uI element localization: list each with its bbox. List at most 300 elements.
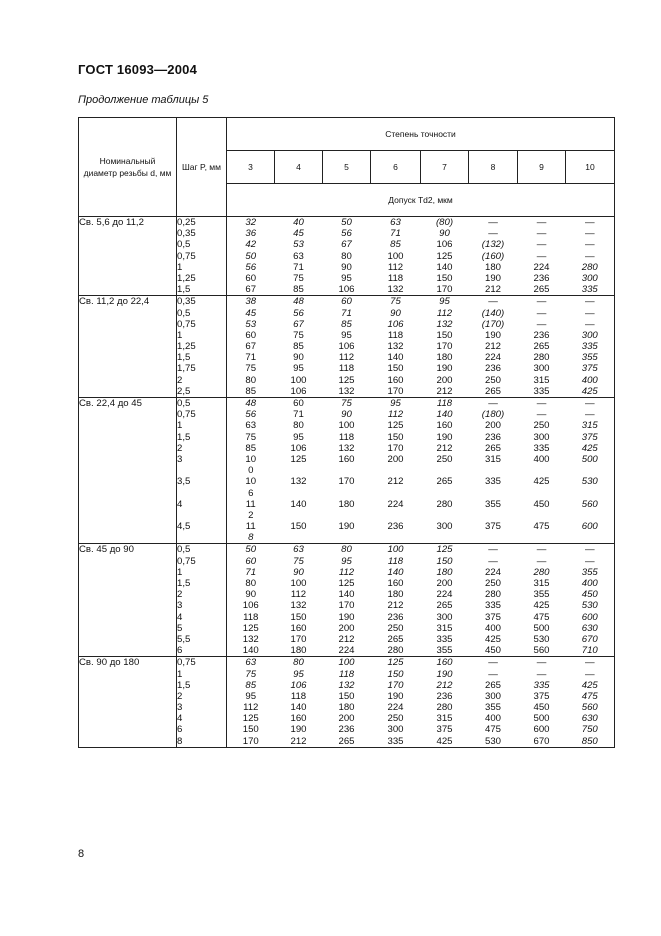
- pitch-value: 0,5: [177, 307, 191, 319]
- tolerance-value: 75: [293, 272, 304, 284]
- tolerance-value: 560: [581, 702, 598, 714]
- tolerance-column-grade-3: [227, 657, 275, 748]
- tolerance-value: 224: [533, 261, 550, 273]
- tolerance-value: 160: [290, 622, 307, 634]
- tolerance-value: 280: [484, 589, 501, 601]
- tolerance-value: [518, 488, 566, 499]
- tolerance-value: 280: [533, 352, 550, 364]
- tolerance-value: 118: [290, 690, 307, 702]
- tolerance-value: 118: [387, 555, 404, 567]
- diameter-range-label: Св. 90 до 180: [79, 657, 140, 669]
- tolerance-value: [371, 510, 421, 521]
- grade-number-cell: 7: [421, 151, 469, 184]
- tolerance-value: —: [536, 228, 547, 240]
- pitch-value: 1: [177, 261, 183, 273]
- tolerance-value: 71: [341, 307, 352, 319]
- tolerance-column-grade-5: [323, 398, 371, 544]
- tolerance-value: 180: [338, 702, 355, 714]
- tolerance-value: 150: [387, 668, 404, 680]
- diameter-group-row: [79, 657, 615, 748]
- tolerance-value: [421, 532, 469, 543]
- tolerance-value: 180: [290, 645, 307, 657]
- tolerance-column-grade-8: [469, 217, 518, 296]
- tolerance-value: 250: [484, 374, 501, 386]
- tolerance-value: —: [584, 555, 595, 567]
- pitch-value: 1,5: [177, 578, 191, 589]
- tolerance-value: 224: [484, 566, 501, 578]
- tolerance-value: 150: [290, 521, 307, 533]
- tolerance-value: 212: [338, 633, 355, 645]
- tolerance-value: 56: [245, 261, 257, 273]
- tolerance-value: —: [584, 398, 595, 409]
- tolerance-value: 375: [436, 724, 453, 736]
- tolerance-column-grade-8: [469, 398, 518, 544]
- pitch-value: 5: [177, 622, 183, 634]
- tolerance-value: 450: [581, 589, 598, 601]
- tolerance-value: 112: [338, 566, 355, 578]
- tolerance-value: 212: [436, 442, 453, 454]
- tolerance-value: 190: [290, 724, 307, 736]
- tolerance-value: (180): [481, 409, 505, 421]
- tolerance-value: 150: [436, 272, 453, 284]
- tolerance-value: 85: [245, 385, 257, 397]
- tolerance-value: 400: [581, 374, 598, 386]
- tolerance-value: 224: [436, 589, 453, 601]
- tolerance-value: 75: [293, 329, 304, 341]
- pitch-value: 1,25: [177, 272, 196, 284]
- tolerance-value: 200: [436, 374, 453, 386]
- tolerance-value: 170: [387, 679, 404, 691]
- tolerance-value: 85: [293, 341, 304, 353]
- tolerance-value: 132: [290, 476, 307, 488]
- tolerance-value: —: [536, 217, 547, 228]
- page-number: 8: [78, 848, 85, 860]
- table-header: [79, 118, 615, 217]
- tolerance-value: 630: [581, 713, 598, 725]
- diameter-range-label: Св. 5,6 до 11,2: [79, 217, 144, 228]
- tolerance-value: —: [584, 318, 595, 330]
- tolerance-column-grade-6: [371, 398, 421, 544]
- tolerance-value: 140: [290, 498, 307, 510]
- tolerance-value: 60: [293, 398, 304, 409]
- tolerance-value: 67: [245, 341, 257, 353]
- tolerance-value: 500: [581, 453, 598, 465]
- tolerance-value: 200: [338, 622, 355, 634]
- pitch-value: 0,35: [177, 228, 196, 240]
- diameter-header-label: Номинальный диаметр резьбы d, мм: [83, 156, 172, 178]
- tolerance-column-grade-8: [469, 296, 518, 398]
- pitch-value: 3: [177, 600, 183, 612]
- tolerance-value: —: [488, 398, 498, 409]
- tolerance-value: 75: [245, 363, 257, 375]
- tolerance-value: 236: [533, 329, 550, 341]
- tolerance-value: 475: [484, 724, 501, 736]
- tolerance-value: [323, 465, 371, 476]
- tolerance-column-grade-10: [566, 296, 615, 398]
- tolerance-value: 132: [290, 600, 307, 612]
- tolerance-value: 265: [533, 341, 550, 353]
- tolerance-value: —: [584, 544, 595, 556]
- tolerance-column-grade-9: [518, 217, 566, 296]
- tolerance-value: 75: [341, 398, 352, 409]
- tolerance-value: 190: [484, 329, 501, 341]
- tolerance-value: 530: [581, 476, 598, 488]
- tolerance-value: 190: [436, 431, 453, 443]
- tolerance-value: 850: [581, 735, 598, 747]
- tolerance-value: 60: [245, 272, 257, 284]
- tolerance-value: 236: [484, 431, 501, 443]
- tolerance-value: [518, 465, 566, 476]
- tolerance-value: 67: [245, 284, 257, 296]
- pitch-value: 3,5: [177, 476, 191, 488]
- tolerance-value: 95: [245, 690, 257, 702]
- tolerance-value: 335: [484, 600, 501, 612]
- tolerance-value: 335: [581, 284, 598, 296]
- tolerance-value: 236: [533, 272, 550, 284]
- tolerance-value: 300: [533, 431, 550, 443]
- tolerance-value: 475: [533, 611, 550, 623]
- table-continuation-caption: Продолжение таблицы 5: [78, 94, 209, 106]
- tolerance-value: 71: [245, 566, 257, 578]
- tolerance-value: 160: [436, 657, 453, 669]
- tolerance-value: [421, 510, 469, 521]
- tolerance-value: 224: [387, 702, 404, 714]
- tolerance-value: [371, 488, 421, 499]
- tolerance-value: 236: [484, 363, 501, 375]
- pitch-list-cell: [177, 217, 227, 296]
- tolerance-value: 132: [387, 341, 404, 353]
- tolerance-value: 355: [581, 566, 598, 578]
- tolerance-value: 265: [338, 735, 355, 747]
- tolerance-value: 425: [533, 600, 550, 612]
- tolerance-value: 160: [338, 453, 355, 465]
- tolerance-value: 375: [581, 431, 598, 443]
- pitch-list-cell: [177, 657, 227, 748]
- tolerance-value: —: [584, 657, 595, 669]
- tolerance-column-grade-5: [323, 296, 371, 398]
- grade-number-cell: 9: [518, 151, 566, 184]
- pitch-value: 3: [177, 453, 183, 465]
- tolerance-value: 125: [290, 453, 307, 465]
- tolerance-value: 300: [387, 724, 404, 736]
- tolerance-value: 190: [484, 272, 501, 284]
- tolerance-value: [469, 510, 518, 521]
- tolerance-value: 335: [533, 442, 550, 454]
- pitch-value: 0,5: [177, 398, 191, 409]
- tolerance-value: —: [488, 228, 498, 240]
- tolerance-value: 140: [387, 352, 404, 364]
- tolerance-value: 150: [290, 611, 307, 623]
- tolerance-column-grade-9: [518, 398, 566, 544]
- pitch-value: 8: [177, 735, 183, 747]
- tolerance-value: 315: [533, 578, 550, 589]
- diameter-range-cell: [79, 296, 177, 398]
- tolerance-value: 100: [338, 657, 355, 669]
- tolerance-value: (160): [481, 250, 505, 262]
- tolerance-value: 300: [581, 329, 598, 341]
- tolerance-value: [469, 488, 518, 499]
- tolerance-value: 85: [293, 284, 304, 296]
- tolerance-value: 71: [245, 352, 257, 364]
- tolerance-value: 2: [248, 509, 254, 521]
- tolerance-value: —: [536, 307, 547, 319]
- tolerance-value: 71: [293, 261, 304, 273]
- grade-header: [227, 118, 615, 151]
- diameter-group-row: [79, 398, 615, 544]
- tolerance-value: 530: [533, 633, 550, 645]
- tolerance-value: 100: [387, 544, 404, 556]
- tolerance-value: 36: [245, 228, 257, 240]
- diameter-group-row: [79, 217, 615, 296]
- tolerance-value: 315: [484, 453, 501, 465]
- tolerance-value: 140: [242, 645, 259, 657]
- tolerance-value: 71: [293, 409, 304, 421]
- grade-number-cell: 5: [323, 151, 371, 184]
- tolerance-value: 170: [387, 442, 404, 454]
- tolerance-value: 132: [436, 318, 453, 330]
- pitch-value: 1: [177, 420, 183, 432]
- tolerance-value: 140: [387, 566, 404, 578]
- tolerance-value: 125: [436, 250, 453, 262]
- tolerance-value: 90: [293, 566, 304, 578]
- pitch-value: 4,5: [177, 521, 191, 533]
- tolerance-value: 80: [245, 374, 257, 386]
- tolerance-value: 180: [338, 498, 355, 510]
- pitch-value: 0,75: [177, 318, 196, 330]
- tolerance-column-grade-4: [275, 217, 323, 296]
- tolerance-value: 118: [243, 611, 259, 623]
- tolerance-value: 50: [245, 250, 257, 262]
- pitch-value: 0,25: [177, 217, 196, 228]
- tolerance-value: 112: [290, 589, 307, 601]
- tolerance-column-grade-7: [421, 296, 469, 398]
- tolerance-value: 118: [387, 329, 404, 341]
- tolerance-column-grade-7: [421, 217, 469, 296]
- pitch-value: 0,35: [177, 296, 196, 308]
- tolerance-value: 45: [245, 307, 257, 319]
- tolerance-value: —: [488, 555, 498, 567]
- tolerance-value: 118: [387, 272, 404, 284]
- tolerance-value: 265: [387, 633, 404, 645]
- tolerance-value: 355: [581, 352, 598, 364]
- tolerance-value: 315: [533, 374, 550, 386]
- tolerance-value: 67: [293, 318, 304, 330]
- tolerance-value: [275, 465, 323, 476]
- tolerance-column-grade-8: [469, 657, 518, 748]
- tolerance-value: —: [536, 250, 547, 262]
- tolerance-value: 335: [484, 476, 501, 488]
- tolerance-column-grade-10: [566, 217, 615, 296]
- tolerance-value: 280: [581, 261, 598, 273]
- tolerance-value: 85: [341, 318, 352, 330]
- tolerance-column-grade-5: [323, 544, 371, 657]
- pitch-list-cell: [177, 398, 227, 544]
- tolerance-value: 112: [387, 409, 404, 421]
- tolerance-value: 60: [341, 296, 352, 308]
- tolerance-column-grade-3: [227, 217, 275, 296]
- pitch-value: 3: [177, 702, 183, 714]
- tolerance-value: 530: [581, 600, 598, 612]
- tolerance-value: —: [584, 228, 595, 240]
- tolerance-value: 450: [533, 498, 550, 510]
- tolerance-value: 95: [390, 398, 401, 409]
- tolerance-value: 56: [245, 409, 257, 421]
- tolerance-column-grade-4: [275, 544, 323, 657]
- tolerance-value: 170: [242, 735, 259, 747]
- tolerance-value: 95: [341, 329, 352, 341]
- tolerance-value: 140: [290, 702, 307, 714]
- tolerance-value: 132: [338, 385, 355, 397]
- tolerance-value: 160: [387, 374, 404, 386]
- tolerance-value: 80: [245, 578, 257, 589]
- pitch-list-cell: [177, 296, 227, 398]
- tolerance-value: 11: [245, 498, 256, 510]
- tolerance-value: (80): [435, 217, 454, 228]
- tolerance-value: 250: [533, 420, 550, 432]
- tolerance-value: [469, 465, 518, 476]
- tolerance-value: —: [584, 296, 595, 308]
- tolerance-value: 425: [581, 442, 598, 454]
- tolerance-value: 112: [243, 702, 259, 714]
- tolerance-column-grade-3: [227, 296, 275, 398]
- tolerance-value: 450: [533, 702, 550, 714]
- tolerance-value: 335: [533, 385, 550, 397]
- tolerance-column-grade-6: [371, 544, 421, 657]
- tolerance-value: 90: [341, 409, 352, 421]
- tolerance-value: 180: [436, 566, 453, 578]
- tolerance-value: 160: [387, 578, 404, 589]
- tolerance-value: 95: [439, 296, 450, 308]
- tolerance-column-grade-9: [518, 657, 566, 748]
- pitch-header: [177, 118, 227, 217]
- tolerance-value: 125: [387, 420, 404, 432]
- pitch-value: 1,5: [177, 679, 191, 691]
- diameter-header: [79, 118, 177, 217]
- diameter-range-cell: [79, 398, 177, 544]
- tolerance-value: 100: [290, 374, 307, 386]
- tolerance-value: 67: [341, 239, 352, 251]
- tolerance-value: 355: [484, 498, 501, 510]
- tolerance-value: 75: [245, 668, 257, 680]
- pitch-value: 0,5: [177, 544, 191, 556]
- tolerance-value: 400: [533, 453, 550, 465]
- tolerance-column-grade-4: [275, 398, 323, 544]
- tolerance-table: [78, 117, 615, 748]
- tolerance-value: [566, 532, 615, 543]
- tolerance-value: 132: [242, 633, 259, 645]
- tolerance-value: —: [488, 296, 498, 308]
- tolerance-value: [566, 465, 615, 476]
- tolerance-value: —: [488, 544, 498, 556]
- tolerance-value: 50: [341, 217, 352, 228]
- tolerance-value: 600: [581, 521, 598, 533]
- tolerance-value: 125: [387, 657, 404, 669]
- tolerance-column-grade-9: [518, 544, 566, 657]
- tolerance-header-label: Допуск Td2, мкм: [388, 195, 453, 205]
- tolerance-value: 6: [248, 487, 254, 499]
- tolerance-value: 425: [581, 679, 598, 691]
- tolerance-value: 250: [436, 453, 453, 465]
- pitch-value: 2: [177, 589, 183, 601]
- tolerance-value: 63: [390, 217, 401, 228]
- tolerance-column-grade-10: [566, 657, 615, 748]
- tolerance-value: 8: [248, 532, 254, 544]
- tolerance-value: 600: [533, 724, 550, 736]
- tolerance-value: 530: [484, 735, 501, 747]
- tolerance-value: —: [584, 668, 595, 680]
- pitch-value: 1: [177, 566, 183, 578]
- tolerance-value: 212: [387, 600, 404, 612]
- tolerance-value: 265: [484, 442, 501, 454]
- tolerance-value: 75: [245, 431, 257, 443]
- tolerance-value: 600: [581, 611, 598, 623]
- tolerance-value: 140: [436, 409, 453, 421]
- tolerance-value: 118: [338, 363, 355, 375]
- tolerance-value: —: [488, 657, 498, 669]
- pitch-value: 1: [177, 668, 183, 680]
- tolerance-value: [323, 532, 371, 543]
- pitch-value: 0,75: [177, 555, 196, 567]
- tolerance-value: 335: [436, 633, 453, 645]
- tolerance-value: 560: [533, 645, 550, 657]
- pitch-value: 6: [177, 724, 183, 736]
- pitch-value: 0,75: [177, 250, 196, 262]
- tolerance-value: [275, 510, 323, 521]
- tolerance-value: 150: [387, 431, 404, 443]
- tolerance-value: (170): [481, 318, 505, 330]
- tolerance-value: 450: [484, 645, 501, 657]
- tolerance-value: 400: [484, 713, 501, 725]
- pitch-value: 1,25: [177, 341, 196, 353]
- tolerance-value: 112: [387, 261, 404, 273]
- pitch-value: 0,75: [177, 657, 196, 669]
- tolerance-value: 190: [338, 611, 355, 623]
- diameter-range-cell: [79, 544, 177, 657]
- pitch-value: 0,5: [177, 239, 191, 251]
- tolerance-value: 60: [245, 329, 257, 341]
- tolerance-value: 118: [436, 398, 453, 409]
- pitch-value: 1,5: [177, 352, 191, 364]
- tolerance-value: 75: [390, 296, 401, 308]
- tolerance-value: 170: [338, 600, 355, 612]
- pitch-value: 4: [177, 713, 183, 725]
- tolerance-value: 400: [484, 622, 501, 634]
- pitch-value: [177, 488, 226, 499]
- tolerance-value: —: [536, 409, 547, 421]
- tolerance-value: 425: [533, 476, 550, 488]
- tolerance-value: 63: [293, 544, 304, 556]
- tolerance-value: 106: [290, 442, 307, 454]
- tolerance-value: 355: [533, 589, 550, 601]
- tolerance-value: [275, 532, 323, 543]
- pitch-value: 1,75: [177, 363, 196, 375]
- tolerance-value: 236: [387, 611, 404, 623]
- tolerance-value: 90: [293, 352, 304, 364]
- tolerance-value: [421, 465, 469, 476]
- tolerance-column-grade-5: [323, 657, 371, 748]
- tolerance-value: 335: [533, 679, 550, 691]
- tolerance-column-grade-3: [227, 544, 275, 657]
- tolerance-value: 200: [338, 713, 355, 725]
- tolerance-column-grade-4: [275, 657, 323, 748]
- pitch-value: [177, 532, 226, 543]
- tolerance-value: 95: [293, 363, 304, 375]
- tolerance-value: —: [536, 296, 547, 308]
- tolerance-value: 355: [484, 702, 501, 714]
- tolerance-column-grade-6: [371, 217, 421, 296]
- tolerance-value: 112: [338, 352, 355, 364]
- tolerance-value: 50: [245, 544, 257, 556]
